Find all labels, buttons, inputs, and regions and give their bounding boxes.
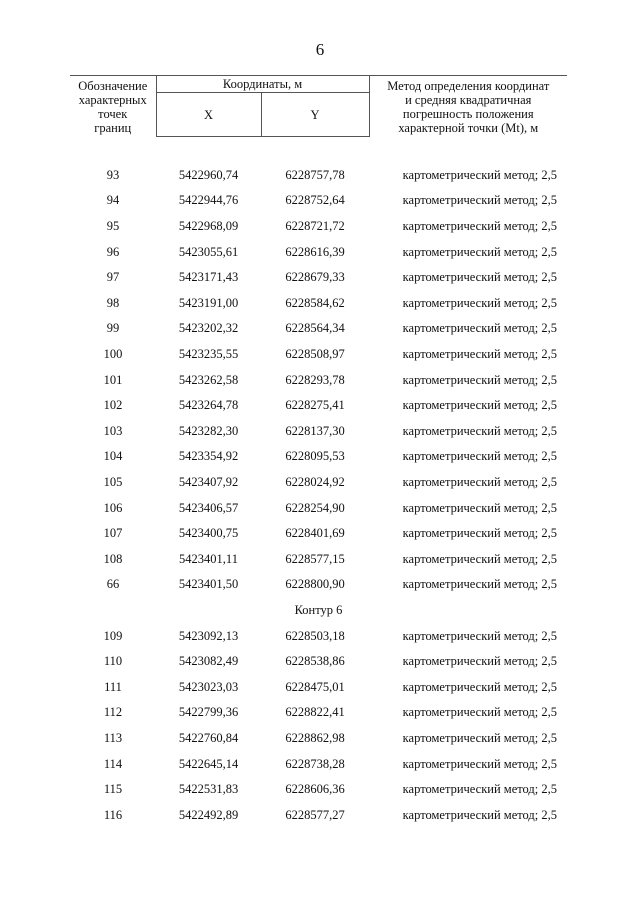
x-coordinate-cell: 5423202,32: [178, 321, 239, 336]
method-cell: картометрический метод; 2,5: [402, 347, 558, 362]
x-coordinate-cell: 5423055,61: [178, 244, 239, 259]
table-row: [70, 521, 567, 547]
method-cell: картометрический метод; 2,5: [402, 449, 558, 464]
y-coordinate-cell: 6228757,78: [285, 167, 345, 182]
method-cell: картометрический метод; 2,5: [402, 244, 558, 259]
y-coordinate-cell: 6228800,90: [285, 577, 345, 592]
y-coordinate-cell: 6228564,34: [285, 321, 345, 336]
x-coordinate-cell: 5423262,58: [178, 372, 239, 387]
point-number-cell: 113: [103, 730, 123, 745]
point-number-cell: 107: [103, 526, 123, 541]
coordinates-header: Координаты, м: [156, 76, 369, 93]
y-coordinate-cell: 6228254,90: [285, 500, 345, 515]
table-body: [70, 137, 567, 829]
point-number-cell: 115: [103, 782, 123, 797]
table-row: [70, 291, 567, 317]
method-cell: картометрический метод; 2,5: [402, 756, 558, 771]
method-cell: картометрический метод; 2,5: [402, 500, 558, 515]
point-number-cell: 109: [103, 628, 123, 643]
method-cell: картометрический метод; 2,5: [402, 398, 558, 413]
table-row: [70, 649, 567, 675]
y-coordinate-cell: 6228584,62: [285, 295, 345, 310]
x-coordinate-cell: 5423401,11: [179, 551, 238, 566]
y-coordinate-cell: 6228137,30: [285, 423, 345, 438]
point-number-cell: 108: [103, 551, 123, 566]
method-cell: картометрический метод; 2,5: [402, 167, 558, 182]
y-coordinate-cell: 6228616,39: [285, 244, 345, 259]
y-coordinate-cell: 6228293,78: [285, 372, 345, 387]
method-cell: картометрический метод; 2,5: [402, 679, 558, 694]
table-row: [70, 265, 567, 291]
x-coordinate-cell: 5422968,09: [178, 219, 239, 234]
method-cell: картометрический метод; 2,5: [402, 526, 558, 541]
table-row: [70, 316, 567, 342]
x-coordinate-cell: 5422960,74: [178, 167, 239, 182]
y-coordinate-cell: 6228679,33: [285, 270, 345, 285]
table-row: [70, 419, 567, 445]
y-coordinate-cell: 6228606,36: [285, 782, 345, 797]
method-cell: картометрический метод; 2,5: [402, 654, 558, 669]
table-row: [70, 444, 567, 470]
x-coordinate-cell: 5422492,89: [178, 807, 239, 822]
contour-label: Контур 6: [294, 602, 343, 617]
x-coordinate-cell: 5423282,30: [178, 423, 239, 438]
x-coordinate-cell: 5423400,75: [178, 526, 239, 541]
point-number-cell: 100: [103, 347, 123, 362]
table-row: [70, 495, 567, 521]
table-row: [70, 726, 567, 752]
y-coordinate-cell: 6228577,15: [285, 551, 345, 566]
contour-label-row: [70, 598, 567, 624]
method-cell: картометрический метод; 2,5: [402, 321, 558, 336]
page-number: 6: [315, 40, 325, 59]
method-cell: картометрический метод; 2,5: [402, 551, 558, 566]
table-row: [70, 393, 567, 419]
x-coordinate-cell: 5423171,43: [178, 270, 239, 285]
method-cell: картометрический метод; 2,5: [402, 807, 558, 822]
point-number-cell: 95: [106, 219, 120, 234]
table-row: [70, 342, 567, 368]
x-coordinate-cell: 5423082,49: [178, 654, 239, 669]
point-number-cell: 106: [103, 500, 123, 515]
table-row: [70, 163, 567, 189]
table-row: [70, 547, 567, 573]
x-coordinate-cell: 5422760,84: [178, 730, 239, 745]
x-coordinate-cell: 5423092,13: [178, 628, 239, 643]
method-cell: картометрический метод; 2,5: [402, 423, 558, 438]
table-row: [70, 777, 567, 803]
method-cell: картометрический метод; 2,5: [402, 475, 558, 490]
x-coordinate-cell: 5423235,55: [178, 347, 239, 362]
coordinates-table: [70, 75, 567, 828]
method-cell: картометрический метод; 2,5: [402, 219, 558, 234]
x-coordinate-cell: 5423407,92: [178, 475, 239, 490]
x-header: X: [156, 93, 261, 137]
table-row: [70, 802, 567, 828]
point-number-cell: 105: [103, 475, 123, 490]
table-row: [70, 367, 567, 393]
point-number-cell: 99: [106, 321, 120, 336]
point-number-cell: 116: [103, 807, 123, 822]
table-header: [70, 76, 567, 137]
method-cell: картометрический метод; 2,5: [402, 270, 558, 285]
point-number-cell: 97: [106, 270, 120, 285]
x-coordinate-cell: 5422645,14: [178, 756, 239, 771]
point-number-cell: 103: [103, 423, 123, 438]
y-header: Y: [261, 93, 369, 137]
point-number-cell: 96: [106, 244, 120, 259]
table-row: [70, 214, 567, 240]
spacer-row: [70, 137, 567, 163]
method-cell: картометрический метод; 2,5: [402, 628, 558, 643]
point-number-cell: 110: [103, 654, 123, 669]
point-designation-header: Обозначение характерных точек границ: [70, 76, 156, 137]
x-coordinate-cell: 5422531,83: [178, 782, 239, 797]
point-number-cell: 104: [103, 449, 123, 464]
y-coordinate-cell: 6228024,92: [285, 475, 345, 490]
x-coordinate-cell: 5422944,76: [178, 193, 239, 208]
x-coordinate-cell: 5423401,50: [178, 577, 239, 592]
y-coordinate-cell: 6228475,01: [285, 679, 345, 694]
x-coordinate-cell: 5423406,57: [178, 500, 239, 515]
table-row: [70, 239, 567, 265]
point-number-cell: 66: [106, 577, 120, 592]
point-number-cell: 102: [103, 398, 123, 413]
table-row: [70, 470, 567, 496]
method-cell: картометрический метод; 2,5: [402, 782, 558, 797]
point-number-cell: 98: [106, 295, 120, 310]
point-number-cell: 111: [104, 679, 122, 694]
method-cell: картометрический метод; 2,5: [402, 193, 558, 208]
method-cell: картометрический метод; 2,5: [402, 372, 558, 387]
y-coordinate-cell: 6228503,18: [285, 628, 345, 643]
y-coordinate-cell: 6228721,72: [285, 219, 345, 234]
y-coordinate-cell: 6228538,86: [285, 654, 345, 669]
x-coordinate-cell: 5423023,03: [178, 679, 239, 694]
x-coordinate-cell: 5423191,00: [178, 295, 239, 310]
point-number-cell: 94: [106, 193, 120, 208]
table-row: [70, 751, 567, 777]
table-row: [70, 623, 567, 649]
y-coordinate-cell: 6228822,41: [285, 705, 345, 720]
method-cell: картометрический метод; 2,5: [402, 730, 558, 745]
method-header: Метод определения координат и средняя квадратичная погрешность положения характерной точки (Mt), м: [369, 76, 567, 137]
point-number-cell: 101: [103, 372, 123, 387]
table-row: [70, 674, 567, 700]
point-number-cell: 114: [103, 756, 123, 771]
point-number-cell: 112: [103, 705, 123, 720]
table-row: [70, 700, 567, 726]
method-cell: картометрический метод; 2,5: [402, 295, 558, 310]
method-cell: картометрический метод; 2,5: [402, 577, 558, 592]
y-coordinate-cell: 6228577,27: [285, 807, 345, 822]
point-number-cell: 93: [106, 167, 120, 182]
y-coordinate-cell: 6228095,53: [285, 449, 345, 464]
y-coordinate-cell: 6228862,98: [285, 730, 345, 745]
table-row: [70, 188, 567, 214]
y-coordinate-cell: 6228275,41: [285, 398, 345, 413]
x-coordinate-cell: 5422799,36: [178, 705, 239, 720]
x-coordinate-cell: 5423264,78: [178, 398, 239, 413]
y-coordinate-cell: 6228401,69: [285, 526, 345, 541]
method-cell: картометрический метод; 2,5: [402, 705, 558, 720]
y-coordinate-cell: 6228508,97: [285, 347, 345, 362]
table-row: [70, 572, 567, 598]
y-coordinate-cell: 6228738,28: [285, 756, 345, 771]
x-coordinate-cell: 5423354,92: [178, 449, 239, 464]
y-coordinate-cell: 6228752,64: [285, 193, 345, 208]
